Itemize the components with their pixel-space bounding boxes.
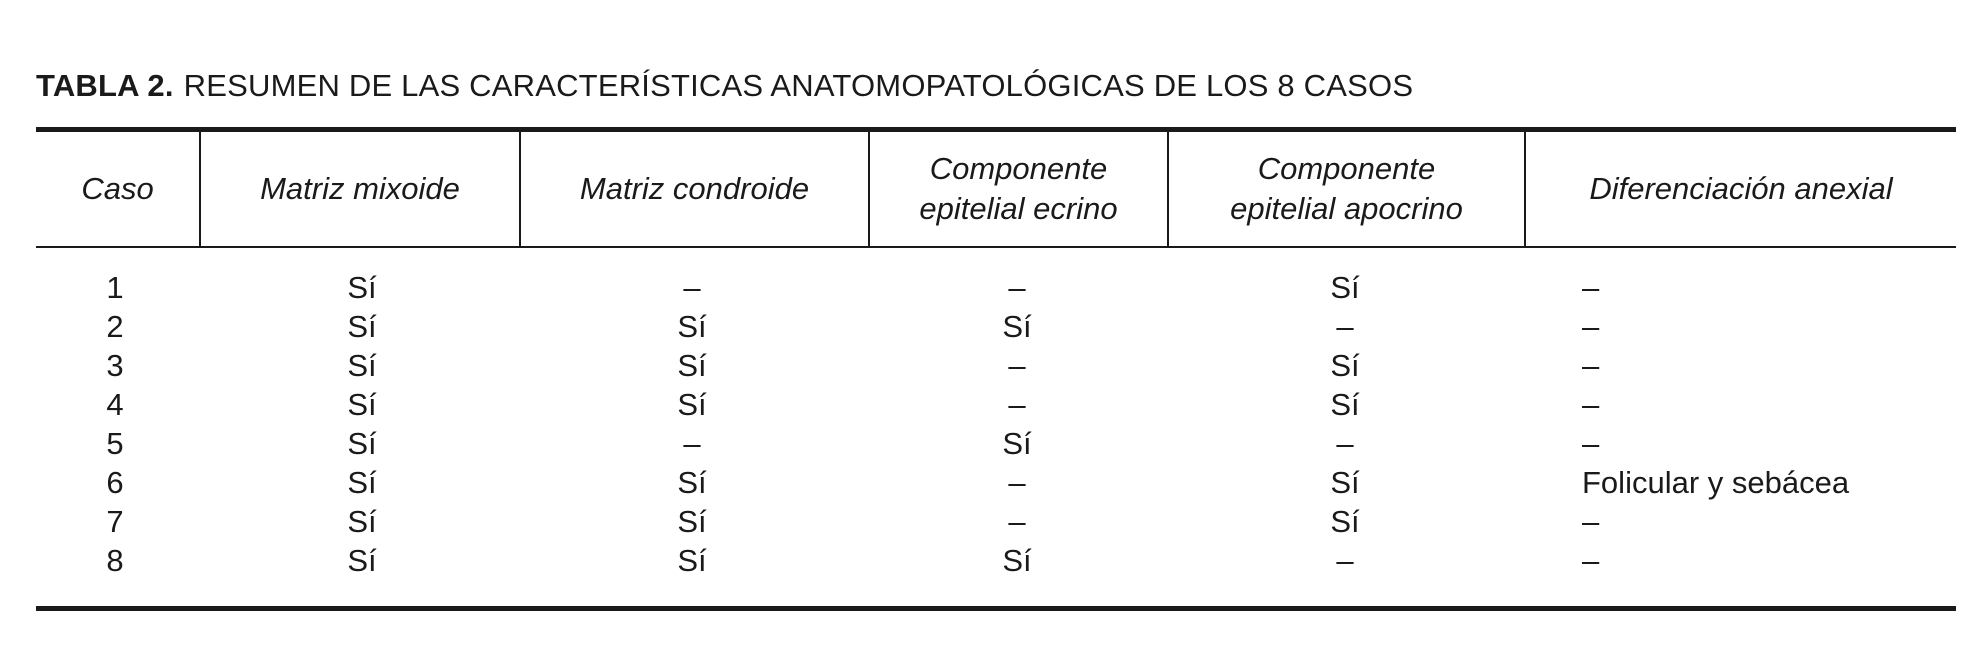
cell-matriz-condroide: Sí [677, 348, 707, 383]
cell-componente-ecrino: – [1008, 348, 1026, 383]
cell-componente-ecrino: – [1008, 504, 1026, 539]
cell-caso: 7 [106, 504, 124, 539]
table-bottom-rule [36, 606, 1956, 611]
cell-componente-ecrino: Sí [1002, 426, 1032, 461]
cell-componente-apocrino: – [1336, 426, 1354, 461]
cell-caso: 8 [106, 543, 124, 578]
header-caso: Caso [81, 171, 154, 206]
cell-diferenciacion-anexial: Folicular y sebácea [1582, 465, 1850, 500]
table-title: RESUMEN DE LAS CARACTERÍSTICAS ANATOMOPATOLÓGICAS DE LOS 8 CASOS [183, 68, 1414, 103]
cell-diferenciacion-anexial: – [1582, 348, 1600, 383]
cell-componente-ecrino: – [1008, 465, 1026, 500]
header-matriz-mixoide: Matriz mixoide [260, 171, 460, 206]
header-matriz-condroide: Matriz condroide [579, 171, 810, 206]
cell-diferenciacion-anexial: – [1582, 387, 1600, 422]
table-header-rule [36, 246, 1956, 248]
cell-componente-apocrino: – [1336, 543, 1354, 578]
cell-matriz-mixoide: Sí [347, 309, 377, 344]
cell-componente-apocrino: – [1336, 309, 1354, 344]
cell-caso: 5 [106, 426, 124, 461]
table-row [0, 502, 1983, 541]
cell-caso: 1 [106, 270, 124, 305]
table-row [0, 463, 1983, 502]
header-componente-apocrino: Componente epitelial apocrino [1230, 151, 1463, 226]
table-row [0, 424, 1983, 463]
cell-diferenciacion-anexial: – [1582, 426, 1600, 461]
cell-matriz-mixoide: Sí [347, 543, 377, 578]
cell-diferenciacion-anexial: – [1582, 504, 1600, 539]
cell-matriz-mixoide: Sí [347, 426, 377, 461]
cell-matriz-condroide: – [683, 426, 701, 461]
cell-matriz-condroide: Sí [677, 543, 707, 578]
cell-matriz-condroide: – [683, 270, 701, 305]
table-row [0, 385, 1983, 424]
cell-matriz-mixoide: Sí [347, 504, 377, 539]
cell-matriz-condroide: Sí [677, 504, 707, 539]
cell-componente-apocrino: Sí [1330, 387, 1360, 422]
table-caption [36, 68, 1413, 104]
cell-diferenciacion-anexial: – [1582, 270, 1600, 305]
cell-matriz-condroide: Sí [677, 309, 707, 344]
table-label: TABLA 2. [36, 68, 174, 103]
cell-componente-apocrino: Sí [1330, 504, 1360, 539]
cell-matriz-condroide: Sí [677, 387, 707, 422]
cell-matriz-mixoide: Sí [347, 387, 377, 422]
cell-matriz-condroide: Sí [677, 465, 707, 500]
cell-componente-apocrino: Sí [1330, 465, 1360, 500]
cell-matriz-mixoide: Sí [347, 465, 377, 500]
cell-componente-ecrino: Sí [1002, 543, 1032, 578]
header-diferenciacion-anexial: Diferenciación anexial [1589, 171, 1893, 206]
cell-caso: 3 [106, 348, 124, 383]
table-row [0, 346, 1983, 385]
cell-componente-ecrino: – [1008, 270, 1026, 305]
table-row [0, 541, 1983, 580]
header-componente-ecrino: Componente epitelial ecrino [919, 151, 1118, 226]
cell-diferenciacion-anexial: – [1582, 543, 1600, 578]
cell-componente-ecrino: – [1008, 387, 1026, 422]
cell-caso: 2 [106, 309, 124, 344]
cell-componente-ecrino: Sí [1002, 309, 1032, 344]
cell-caso: 6 [106, 465, 124, 500]
cell-matriz-mixoide: Sí [347, 270, 377, 305]
cell-componente-apocrino: Sí [1330, 270, 1360, 305]
table-row [0, 268, 1983, 307]
cell-matriz-mixoide: Sí [347, 348, 377, 383]
cell-diferenciacion-anexial: – [1582, 309, 1600, 344]
table-row [0, 307, 1983, 346]
cell-caso: 4 [106, 387, 124, 422]
cell-componente-apocrino: Sí [1330, 348, 1360, 383]
